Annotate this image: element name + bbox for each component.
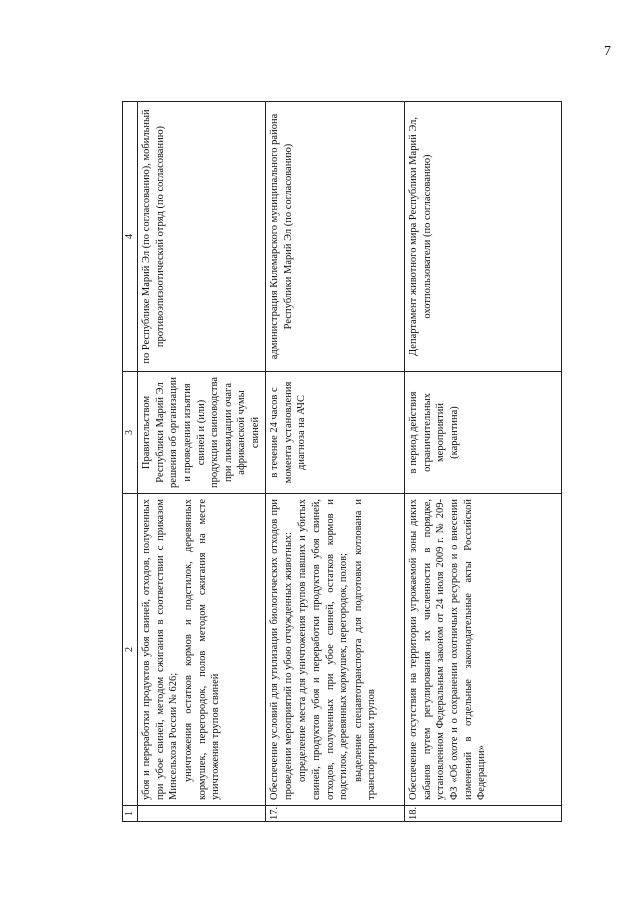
row-responsible: по Республике Марий Эл (по согласованию), мобильный противоэпизоотический отряд (по согласованию)	[138, 102, 266, 372]
row-number: 17.	[266, 806, 405, 822]
description-paragraph: выделение спецавтотранспорта для подготовки котлована и транспортировки трупов	[352, 499, 378, 800]
row-term: в период действия ограничительных мероприятий (карантина)	[405, 372, 562, 494]
row-responsible: администрация Килемарского муниципального района Республики Марий Эл (по согласованию)	[266, 102, 405, 372]
rotated-table-wrapper	[122, 102, 562, 822]
description-paragraph: Обеспечение условий для утилизации биологических отходов при проведении мероприятий по убою отчужденных животных:	[269, 499, 294, 800]
description-paragraph: определение места для уничтожения трупов павших и убитых свиней, продуктов убоя и переработки продуктов убоя свиней, отходов, полученных при убое свиней, остатков кормов и подстилок, деревянных кормушек, перегородок, полов;	[297, 499, 350, 800]
row-responsible: Департамент животного мира Республики Марий Эл, охотпользователи (по согласованию)	[405, 102, 562, 372]
header-col-4: 4	[123, 102, 138, 372]
row-description	[405, 494, 562, 806]
row-number: 18.	[405, 806, 562, 822]
page-number: 7	[604, 44, 611, 59]
row-description	[266, 494, 405, 806]
header-col-3: 3	[123, 372, 138, 494]
table-row	[138, 102, 266, 822]
description-paragraph: убоя и переработки продуктов убоя свиней, отходов, полученных при убое свиней, методом сжигания в соответствии с приказом Минсельхоза России № 626;	[141, 499, 180, 800]
row-term: Правительством Республики Марий Эл решения об организации и проведении изъятия свиней и (или) продукции свиноводства при ликвидации очага африканской чумы свиней	[138, 372, 266, 494]
table-row	[405, 102, 562, 822]
row-number	[138, 806, 266, 822]
table-row	[266, 102, 405, 822]
description-paragraph: уничтожения остатков кормов и подстилок, деревянных кормушек, перегородок, полов методом сжигания на месте уничтожения трупов свиней	[182, 499, 222, 800]
row-description	[138, 494, 266, 806]
measures-table	[122, 101, 562, 822]
description-paragraph: Обеспечение отсутствия на территории угрожаемой зоны диких кабанов путем регулирования их численности в порядке, установленном Федеральным законом от 24 июля 2009 г. № 209-ФЗ «Об охоте и о сохранении охотничьих ресурсов и о внесении изменений в отдельные законодательные акты Российской Федерации»	[408, 499, 488, 800]
header-col-2: 2	[123, 494, 138, 806]
header-col-1: 1	[123, 806, 138, 822]
row-term: в течение 24 часов с момента установления диагноза на АЧС	[266, 372, 405, 494]
header-row	[123, 102, 138, 822]
